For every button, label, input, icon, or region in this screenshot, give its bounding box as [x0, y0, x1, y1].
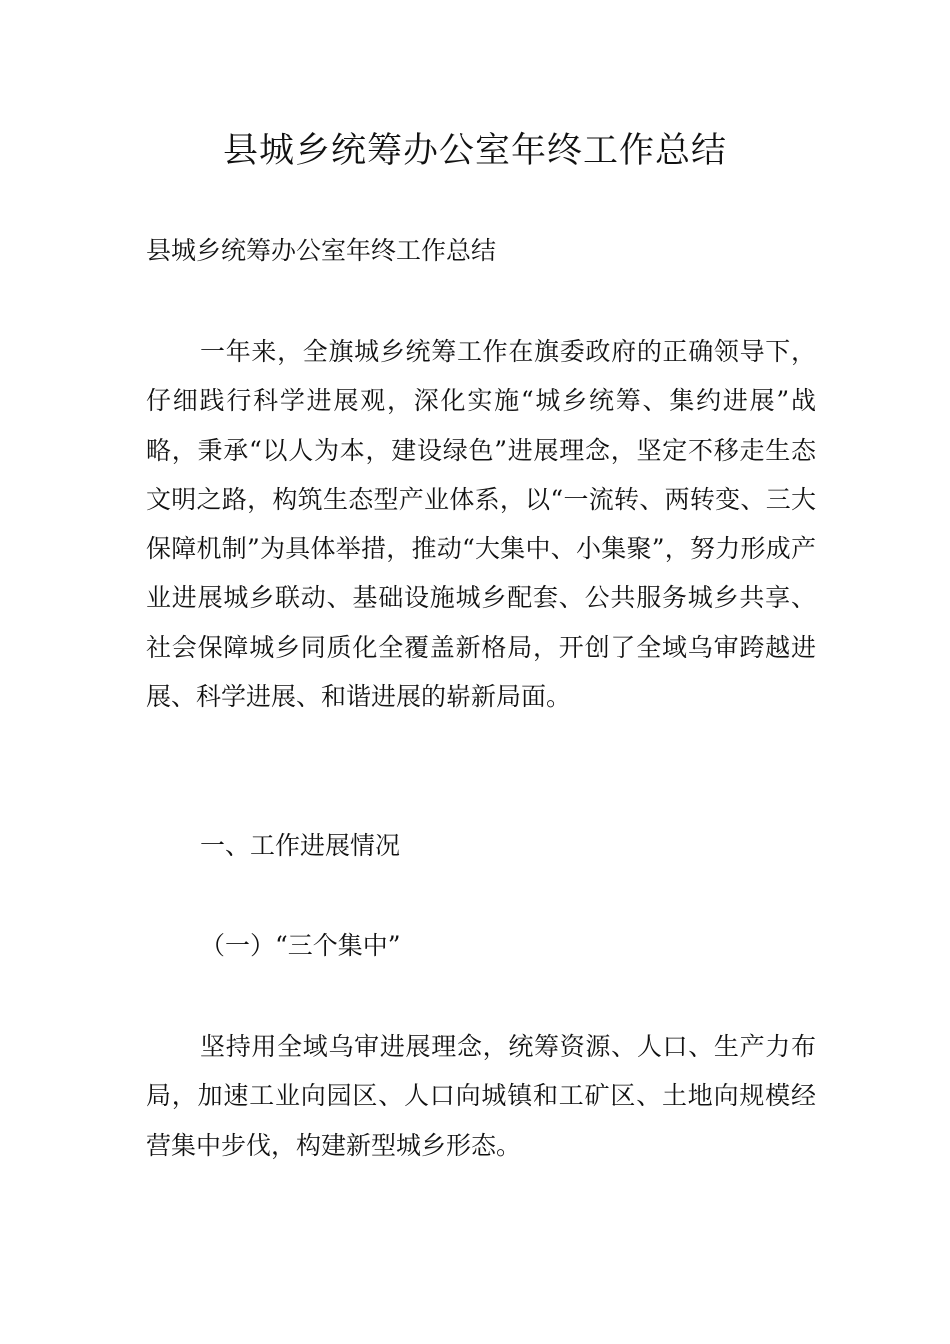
body-paragraph-1: 一年来，全旗城乡统筹工作在旗委政府的正确领导下，仔细践行科学进展观，深化实施“城乡统筹、集约进展”战略，秉承“以人为本，建设绿色”进展理念，坚定不移走生态文明之路，构筑生态型产业体系，以“一流转、两转变、三大保障机制”为具体举措，推动“大集中、小集聚”，努力形成产业进展城乡联动、基础设施城乡配套、公共服务城乡共享、社会保障城乡同质化全覆盖新格局，开创了全域乌审跨越进展、科学进展、和谐进展的崭新局面。 — [146, 337, 816, 712]
section-heading-2: （一）“三个集中” — [200, 931, 401, 960]
body-paragraph-2: 坚持用全域乌审进展理念，统筹资源、人口、生产力布局，加速工业向园区、人口向城镇和工矿区、土地向规模经营集中步伐，构建新型城乡形态。 — [146, 1032, 816, 1160]
document-title: 县城乡统筹办公室年终工作总结 — [222, 131, 727, 171]
section-heading-1: 一、工作进展情况 — [200, 831, 401, 860]
document-subtitle: 县城乡统筹办公室年终工作总结 — [146, 236, 497, 265]
